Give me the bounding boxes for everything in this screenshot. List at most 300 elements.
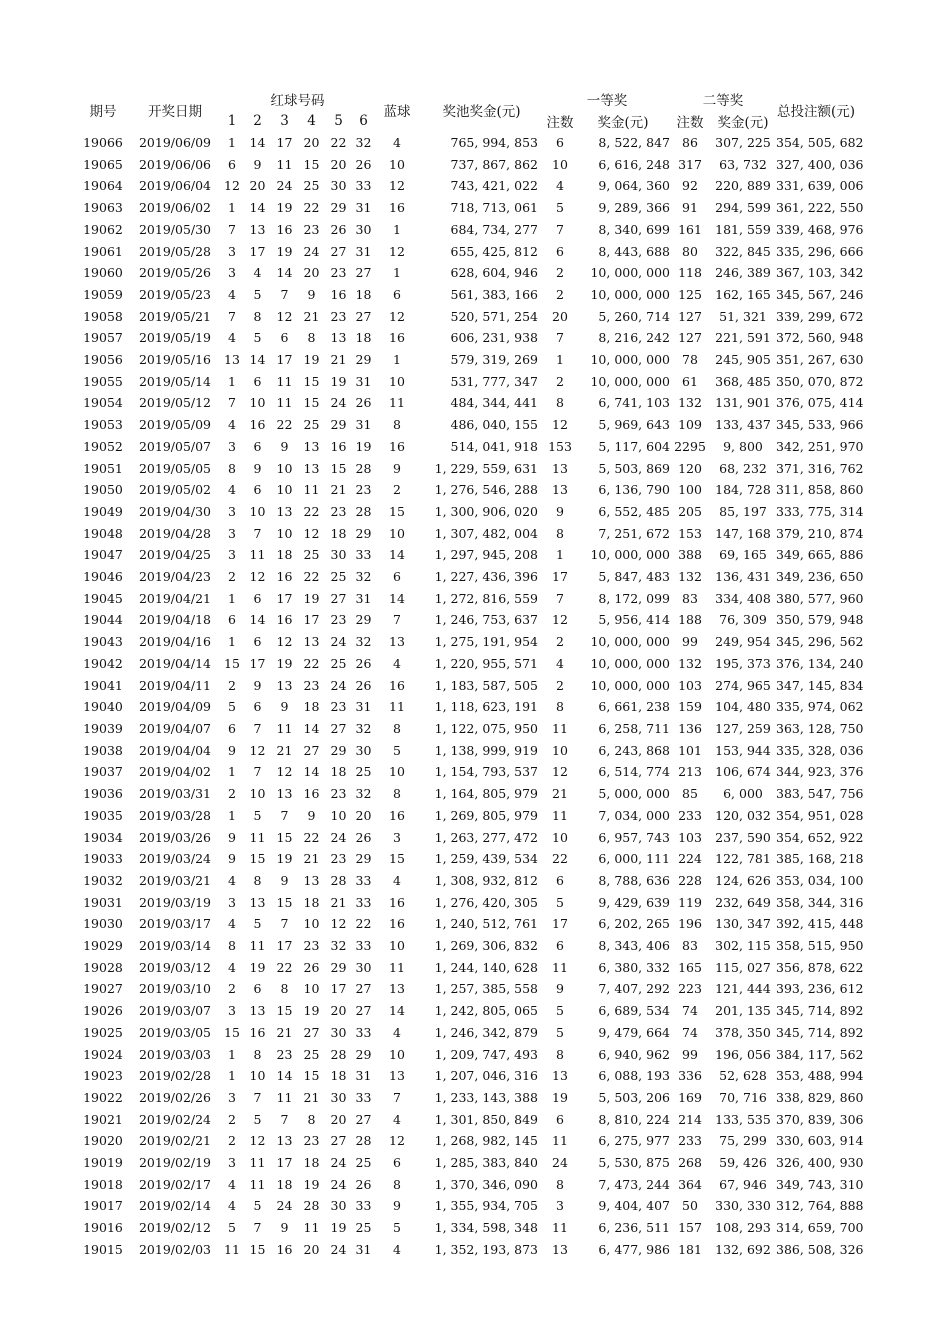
cell-red-3: 8: [280, 981, 289, 997]
cell-second-count: 127: [678, 330, 702, 346]
cell-total-bets: 345, 714, 892: [776, 1003, 864, 1019]
cell-issue: 19045: [83, 590, 123, 606]
cell-second-count: 103: [678, 829, 702, 845]
cell-total-bets: 372, 560, 948: [776, 330, 864, 346]
cell-red-5: 17: [330, 981, 347, 997]
cell-second-amount: 294, 599: [715, 200, 771, 216]
cell-total-bets: 333, 775, 314: [776, 503, 864, 519]
header-blue-ball: 蓝球: [383, 104, 411, 120]
cell-issue: 19043: [83, 634, 123, 650]
cell-second-count: 181: [678, 1241, 702, 1257]
cell-first-count: 5: [556, 1024, 564, 1040]
cell-red-5: 24: [330, 634, 347, 650]
cell-date: 2019/03/12: [138, 959, 212, 975]
cell-red-2: 20: [249, 178, 266, 194]
cell-first-count: 5: [556, 200, 564, 216]
cell-first-amount: 8, 340, 699: [598, 221, 670, 237]
table-row: [76, 392, 856, 414]
cell-pool: 1, 301, 850, 849: [434, 1111, 538, 1127]
cell-red-1: 4: [228, 417, 236, 433]
cell-red-6: 32: [355, 634, 372, 650]
cell-second-amount: 181, 559: [715, 221, 771, 237]
cell-first-amount: 10, 000, 000: [590, 373, 670, 389]
cell-issue: 19036: [83, 786, 123, 802]
cell-first-amount: 7, 251, 672: [598, 525, 670, 541]
cell-red-3: 9: [280, 872, 289, 888]
cell-red-6: 19: [355, 438, 372, 454]
cell-red-4: 26: [303, 959, 320, 975]
cell-red-2: 12: [249, 1133, 266, 1149]
cell-red-2: 11: [249, 547, 266, 563]
cell-first-count: 10: [552, 742, 568, 758]
cell-second-count: 317: [678, 156, 702, 172]
cell-second-amount: 6, 000: [723, 786, 763, 802]
cell-red-1: 4: [228, 330, 236, 346]
cell-second-amount: 184, 728: [715, 482, 771, 498]
cell-first-count: 13: [552, 482, 568, 498]
cell-red-2: 7: [253, 720, 262, 736]
cell-red-3: 15: [276, 1003, 293, 1019]
table-row: [76, 870, 856, 892]
cell-blue: 14: [389, 1003, 405, 1019]
cell-second-count: 233: [678, 1133, 702, 1149]
cell-date: 2019/03/19: [138, 894, 212, 910]
cell-red-2: 11: [249, 938, 266, 954]
table-row: [76, 414, 856, 436]
cell-red-4: 22: [303, 655, 320, 671]
cell-red-5: 24: [330, 1241, 347, 1257]
cell-red-6: 33: [355, 1024, 372, 1040]
cell-red-4: 15: [303, 1068, 320, 1084]
cell-date: 2019/06/06: [138, 156, 212, 172]
cell-total-bets: 345, 567, 246: [776, 286, 864, 302]
cell-red-3: 9: [280, 438, 289, 454]
table-row: [76, 154, 856, 176]
cell-total-bets: 376, 075, 414: [776, 395, 864, 411]
cell-date: 2019/02/14: [138, 1198, 212, 1214]
cell-red-4: 9: [307, 807, 316, 823]
cell-red-4: 19: [303, 590, 320, 606]
cell-red-5: 27: [330, 1133, 347, 1149]
cell-first-amount: 5, 000, 000: [598, 786, 670, 802]
cell-red-6: 20: [355, 807, 372, 823]
cell-red-3: 11: [276, 1089, 293, 1105]
cell-total-bets: 342, 251, 970: [776, 438, 864, 454]
cell-red-5: 23: [330, 308, 347, 324]
cell-second-amount: 104, 480: [715, 699, 771, 715]
cell-first-count: 8: [556, 1046, 564, 1062]
cell-second-count: 136: [678, 720, 702, 736]
cell-second-amount: 162, 165: [715, 286, 771, 302]
cell-date: 2019/04/23: [138, 569, 212, 585]
cell-date: 2019/03/26: [138, 829, 212, 845]
cell-second-count: 118: [678, 265, 702, 281]
table-row: [76, 696, 856, 718]
cell-red-2: 17: [249, 655, 266, 671]
cell-red-4: 13: [303, 460, 320, 476]
cell-pool: 514, 041, 918: [450, 438, 538, 454]
cell-date: 2019/03/10: [138, 981, 212, 997]
cell-first-amount: 6, 552, 485: [598, 503, 670, 519]
cell-first-amount: 9, 064, 360: [598, 178, 670, 194]
cell-date: 2019/04/07: [138, 720, 212, 736]
cell-red-5: 30: [330, 1024, 347, 1040]
cell-pool: 1, 272, 816, 559: [434, 590, 538, 606]
cell-pool: 1, 269, 306, 832: [434, 938, 538, 954]
cell-red-4: 20: [303, 1241, 320, 1257]
cell-pool: 1, 259, 439, 534: [434, 851, 538, 867]
cell-date: 2019/05/19: [138, 330, 212, 346]
cell-issue: 19026: [83, 1003, 123, 1019]
cell-second-amount: 132, 692: [715, 1241, 771, 1257]
cell-red-3: 14: [276, 265, 293, 281]
cell-first-amount: 10, 000, 000: [590, 352, 670, 368]
cell-second-count: 86: [682, 135, 698, 150]
table-row: [76, 349, 856, 371]
cell-issue: 19033: [83, 851, 123, 867]
header-first-amount: 奖金(元): [597, 115, 649, 131]
cell-pool: 484, 344, 441: [450, 395, 538, 411]
cell-red-4: 15: [303, 395, 320, 411]
cell-second-count: 268: [678, 1155, 702, 1171]
cell-pool: 1, 229, 559, 631: [434, 460, 538, 476]
cell-date: 2019/03/24: [138, 851, 212, 867]
cell-second-count: 228: [678, 872, 702, 888]
cell-issue: 19042: [83, 655, 123, 671]
cell-second-amount: 130, 347: [715, 916, 771, 932]
cell-first-count: 11: [552, 1220, 568, 1236]
header-second-amount: 奖金(元): [717, 115, 769, 131]
cell-first-count: 11: [552, 959, 568, 975]
cell-first-count: 21: [552, 786, 568, 802]
table-row: [76, 957, 856, 979]
cell-pool: 606, 231, 938: [450, 330, 538, 346]
cell-red-6: 26: [355, 156, 372, 172]
cell-red-4: 14: [303, 764, 320, 780]
cell-date: 2019/02/19: [138, 1155, 212, 1171]
cell-first-amount: 5, 503, 869: [598, 460, 670, 476]
cell-red-6: 26: [355, 655, 372, 671]
cell-second-amount: 133, 437: [715, 417, 771, 433]
cell-issue: 19053: [83, 417, 123, 433]
cell-first-count: 2: [556, 634, 564, 650]
cell-red-1: 3: [228, 1003, 236, 1019]
cell-pool: 531, 777, 347: [450, 373, 538, 389]
cell-blue: 6: [393, 286, 401, 302]
cell-pool: 1, 246, 753, 637: [434, 612, 538, 628]
cell-first-count: 17: [552, 916, 568, 932]
cell-red-5: 25: [330, 569, 347, 585]
cell-second-count: 214: [678, 1111, 702, 1127]
cell-red-6: 22: [355, 916, 372, 932]
cell-red-4: 11: [303, 1220, 320, 1236]
cell-pool: 1, 244, 140, 628: [434, 959, 538, 975]
cell-red-5: 19: [330, 373, 347, 389]
cell-total-bets: 383, 547, 756: [776, 786, 864, 802]
cell-red-4: 8: [307, 1111, 316, 1127]
cell-issue: 19032: [83, 872, 123, 888]
cell-red-2: 16: [249, 417, 266, 433]
cell-red-6: 25: [355, 1220, 372, 1236]
cell-red-2: 13: [249, 894, 266, 910]
cell-second-count: 223: [678, 981, 702, 997]
table-row: [76, 501, 856, 523]
cell-red-2: 5: [253, 916, 262, 932]
cell-red-5: 18: [330, 764, 347, 780]
cell-second-amount: 51, 321: [719, 308, 767, 324]
cell-first-count: 2: [556, 286, 564, 302]
cell-second-count: 101: [678, 742, 702, 758]
cell-second-count: 103: [678, 677, 702, 693]
cell-issue: 19025: [83, 1024, 123, 1040]
cell-red-3: 19: [276, 243, 293, 259]
cell-red-3: 16: [276, 612, 293, 628]
cell-blue: 13: [389, 1068, 405, 1084]
cell-red-6: 26: [355, 1176, 372, 1192]
cell-pool: 579, 319, 269: [450, 352, 538, 368]
cell-red-2: 9: [253, 156, 262, 172]
cell-first-amount: 6, 380, 332: [598, 959, 670, 975]
cell-issue: 19037: [83, 764, 123, 780]
cell-red-1: 1: [228, 1046, 236, 1062]
cell-first-amount: 6, 236, 511: [598, 1220, 670, 1236]
cell-red-2: 5: [253, 286, 262, 302]
cell-date: 2019/06/09: [138, 135, 212, 150]
cell-second-amount: 246, 389: [715, 265, 771, 281]
cell-issue: 19039: [83, 720, 123, 736]
cell-second-amount: 63, 732: [719, 156, 767, 172]
cell-red-2: 7: [253, 525, 262, 541]
cell-blue: 16: [389, 894, 405, 910]
cell-blue: 14: [389, 590, 405, 606]
cell-second-count: 83: [682, 938, 698, 954]
cell-red-2: 8: [253, 308, 262, 324]
cell-date: 2019/04/21: [138, 590, 212, 606]
table-row: [76, 783, 856, 805]
cell-second-amount: 334, 408: [715, 590, 771, 606]
cell-red-2: 6: [253, 590, 262, 606]
cell-red-5: 19: [330, 1220, 347, 1236]
cell-date: 2019/02/28: [138, 1068, 212, 1084]
cell-first-amount: 8, 216, 242: [598, 330, 670, 346]
cell-red-5: 24: [330, 829, 347, 845]
cell-total-bets: 384, 117, 562: [776, 1046, 864, 1062]
cell-first-amount: 7, 034, 000: [598, 807, 670, 823]
cell-total-bets: 393, 236, 612: [776, 981, 864, 997]
cell-red-5: 18: [330, 525, 347, 541]
cell-red-1: 6: [228, 156, 236, 172]
cell-pool: 1, 246, 342, 879: [434, 1024, 538, 1040]
table-row: [76, 241, 856, 263]
cell-issue: 19019: [83, 1155, 123, 1171]
cell-date: 2019/05/16: [138, 352, 212, 368]
cell-red-4: 23: [303, 938, 320, 954]
cell-second-amount: 378, 350: [715, 1024, 771, 1040]
cell-first-amount: 9, 479, 664: [598, 1024, 670, 1040]
cell-pool: 561, 383, 166: [450, 286, 538, 302]
cell-red-2: 9: [253, 677, 262, 693]
cell-red-4: 20: [303, 135, 320, 150]
cell-pool: 1, 275, 191, 954: [434, 634, 538, 650]
cell-red-5: 23: [330, 851, 347, 867]
cell-red-4: 17: [303, 612, 320, 628]
cell-red-1: 9: [228, 829, 236, 845]
cell-red-1: 2: [228, 1111, 236, 1127]
cell-first-count: 12: [552, 612, 568, 628]
cell-first-count: 6: [556, 1111, 564, 1127]
table-row: [76, 718, 856, 740]
cell-first-amount: 10, 000, 000: [590, 677, 670, 693]
cell-blue: 10: [389, 156, 405, 172]
cell-red-5: 16: [330, 438, 347, 454]
cell-red-5: 22: [330, 135, 347, 150]
cell-second-count: 83: [682, 590, 698, 606]
cell-total-bets: 350, 579, 948: [776, 612, 864, 628]
cell-first-count: 4: [556, 178, 564, 194]
cell-second-count: 125: [678, 286, 702, 302]
cell-second-amount: 76, 309: [719, 612, 767, 628]
cell-red-3: 7: [280, 286, 289, 302]
cell-second-amount: 67, 946: [719, 1176, 767, 1192]
cell-first-amount: 6, 477, 986: [598, 1241, 670, 1257]
cell-red-1: 3: [228, 1155, 236, 1171]
cell-date: 2019/03/14: [138, 938, 212, 954]
cell-red-3: 21: [276, 1024, 293, 1040]
cell-date: 2019/05/14: [138, 373, 212, 389]
cell-red-4: 21: [303, 1089, 320, 1105]
cell-second-count: 213: [678, 764, 702, 780]
cell-blue: 8: [393, 786, 401, 802]
cell-total-bets: 380, 577, 960: [776, 590, 864, 606]
cell-blue: 16: [389, 330, 405, 346]
cell-issue: 19024: [83, 1046, 123, 1062]
cell-second-count: 388: [678, 547, 702, 563]
cell-red-6: 33: [355, 1198, 372, 1214]
cell-red-3: 16: [276, 569, 293, 585]
cell-red-1: 8: [228, 460, 236, 476]
cell-blue: 11: [389, 959, 405, 975]
cell-date: 2019/02/03: [138, 1241, 212, 1257]
cell-second-count: 157: [678, 1220, 702, 1236]
cell-first-count: 8: [556, 699, 564, 715]
cell-red-4: 12: [303, 525, 320, 541]
cell-first-count: 5: [556, 894, 564, 910]
cell-red-6: 32: [355, 786, 372, 802]
cell-red-6: 33: [355, 894, 372, 910]
cell-first-count: 9: [556, 981, 564, 997]
cell-first-amount: 10, 000, 000: [590, 634, 670, 650]
header-first-prize: 一等奖: [586, 93, 628, 109]
cell-red-3: 19: [276, 655, 293, 671]
cell-first-amount: 10, 000, 000: [590, 265, 670, 281]
cell-red-1: 3: [228, 243, 236, 259]
cell-date: 2019/02/26: [138, 1089, 212, 1105]
cell-red-4: 16: [303, 786, 320, 802]
cell-first-amount: 5, 117, 604: [598, 438, 670, 454]
cell-red-2: 5: [253, 330, 262, 346]
cell-date: 2019/02/17: [138, 1176, 212, 1192]
cell-red-2: 16: [249, 1024, 266, 1040]
cell-red-6: 18: [355, 286, 372, 302]
cell-red-4: 21: [303, 308, 320, 324]
cell-second-count: 109: [678, 417, 702, 433]
cell-pool: 1, 118, 623, 191: [434, 699, 538, 715]
table-row: [76, 327, 856, 349]
cell-red-4: 23: [303, 1133, 320, 1149]
cell-pool: 1, 227, 436, 396: [434, 569, 538, 585]
cell-red-5: 20: [330, 1111, 347, 1127]
cell-total-bets: 311, 858, 860: [776, 482, 864, 498]
table-row: [76, 1195, 856, 1217]
cell-pool: 737, 867, 862: [450, 156, 538, 172]
cell-red-5: 23: [330, 699, 347, 715]
cell-blue: 1: [393, 265, 401, 281]
header-red-1: 1: [227, 113, 237, 129]
cell-red-2: 15: [249, 1241, 266, 1257]
cell-issue: 19058: [83, 308, 123, 324]
cell-red-4: 27: [303, 742, 320, 758]
cell-issue: 19021: [83, 1111, 123, 1127]
cell-issue: 19061: [83, 243, 123, 259]
cell-total-bets: 361, 222, 550: [776, 200, 864, 216]
header-second-count: 注数: [676, 115, 704, 131]
cell-red-5: 29: [330, 417, 347, 433]
cell-second-amount: 330, 330: [715, 1198, 771, 1214]
cell-second-count: 99: [682, 634, 698, 650]
cell-pool: 1, 370, 346, 090: [434, 1176, 538, 1192]
cell-red-6: 31: [355, 200, 372, 216]
cell-blue: 16: [389, 200, 405, 216]
cell-red-4: 25: [303, 547, 320, 563]
cell-red-6: 31: [355, 1068, 372, 1084]
cell-second-amount: 368, 485: [715, 373, 771, 389]
cell-red-2: 6: [253, 699, 262, 715]
cell-second-amount: 274, 965: [715, 677, 771, 693]
cell-red-4: 14: [303, 720, 320, 736]
header-total-bets: 总投注额(元): [776, 104, 856, 120]
cell-total-bets: 335, 974, 062: [776, 699, 864, 715]
cell-red-6: 31: [355, 243, 372, 259]
cell-red-6: 26: [355, 677, 372, 693]
cell-red-2: 10: [249, 395, 266, 411]
cell-red-1: 4: [228, 959, 236, 975]
cell-first-amount: 7, 407, 292: [598, 981, 670, 997]
cell-first-count: 5: [556, 1003, 564, 1019]
cell-date: 2019/05/28: [138, 243, 212, 259]
cell-pool: 1, 154, 793, 537: [434, 764, 538, 780]
cell-blue: 10: [389, 525, 405, 541]
cell-total-bets: 353, 488, 994: [776, 1068, 864, 1084]
cell-date: 2019/06/02: [138, 200, 212, 216]
cell-red-6: 31: [355, 1241, 372, 1257]
cell-pool: 1, 285, 383, 840: [434, 1155, 538, 1171]
cell-red-3: 15: [276, 829, 293, 845]
cell-first-count: 6: [556, 135, 564, 150]
cell-date: 2019/02/21: [138, 1133, 212, 1149]
cell-red-6: 26: [355, 829, 372, 845]
cell-red-6: 31: [355, 373, 372, 389]
cell-first-amount: 7, 473, 244: [598, 1176, 670, 1192]
cell-issue: 19023: [83, 1068, 123, 1084]
cell-date: 2019/05/12: [138, 395, 212, 411]
cell-pool: 1, 300, 906, 020: [434, 503, 538, 519]
cell-red-1: 1: [228, 764, 236, 780]
cell-red-5: 24: [330, 677, 347, 693]
cell-issue: 19030: [83, 916, 123, 932]
cell-red-2: 11: [249, 829, 266, 845]
cell-red-1: 11: [224, 1241, 240, 1257]
cell-red-4: 28: [303, 1198, 320, 1214]
